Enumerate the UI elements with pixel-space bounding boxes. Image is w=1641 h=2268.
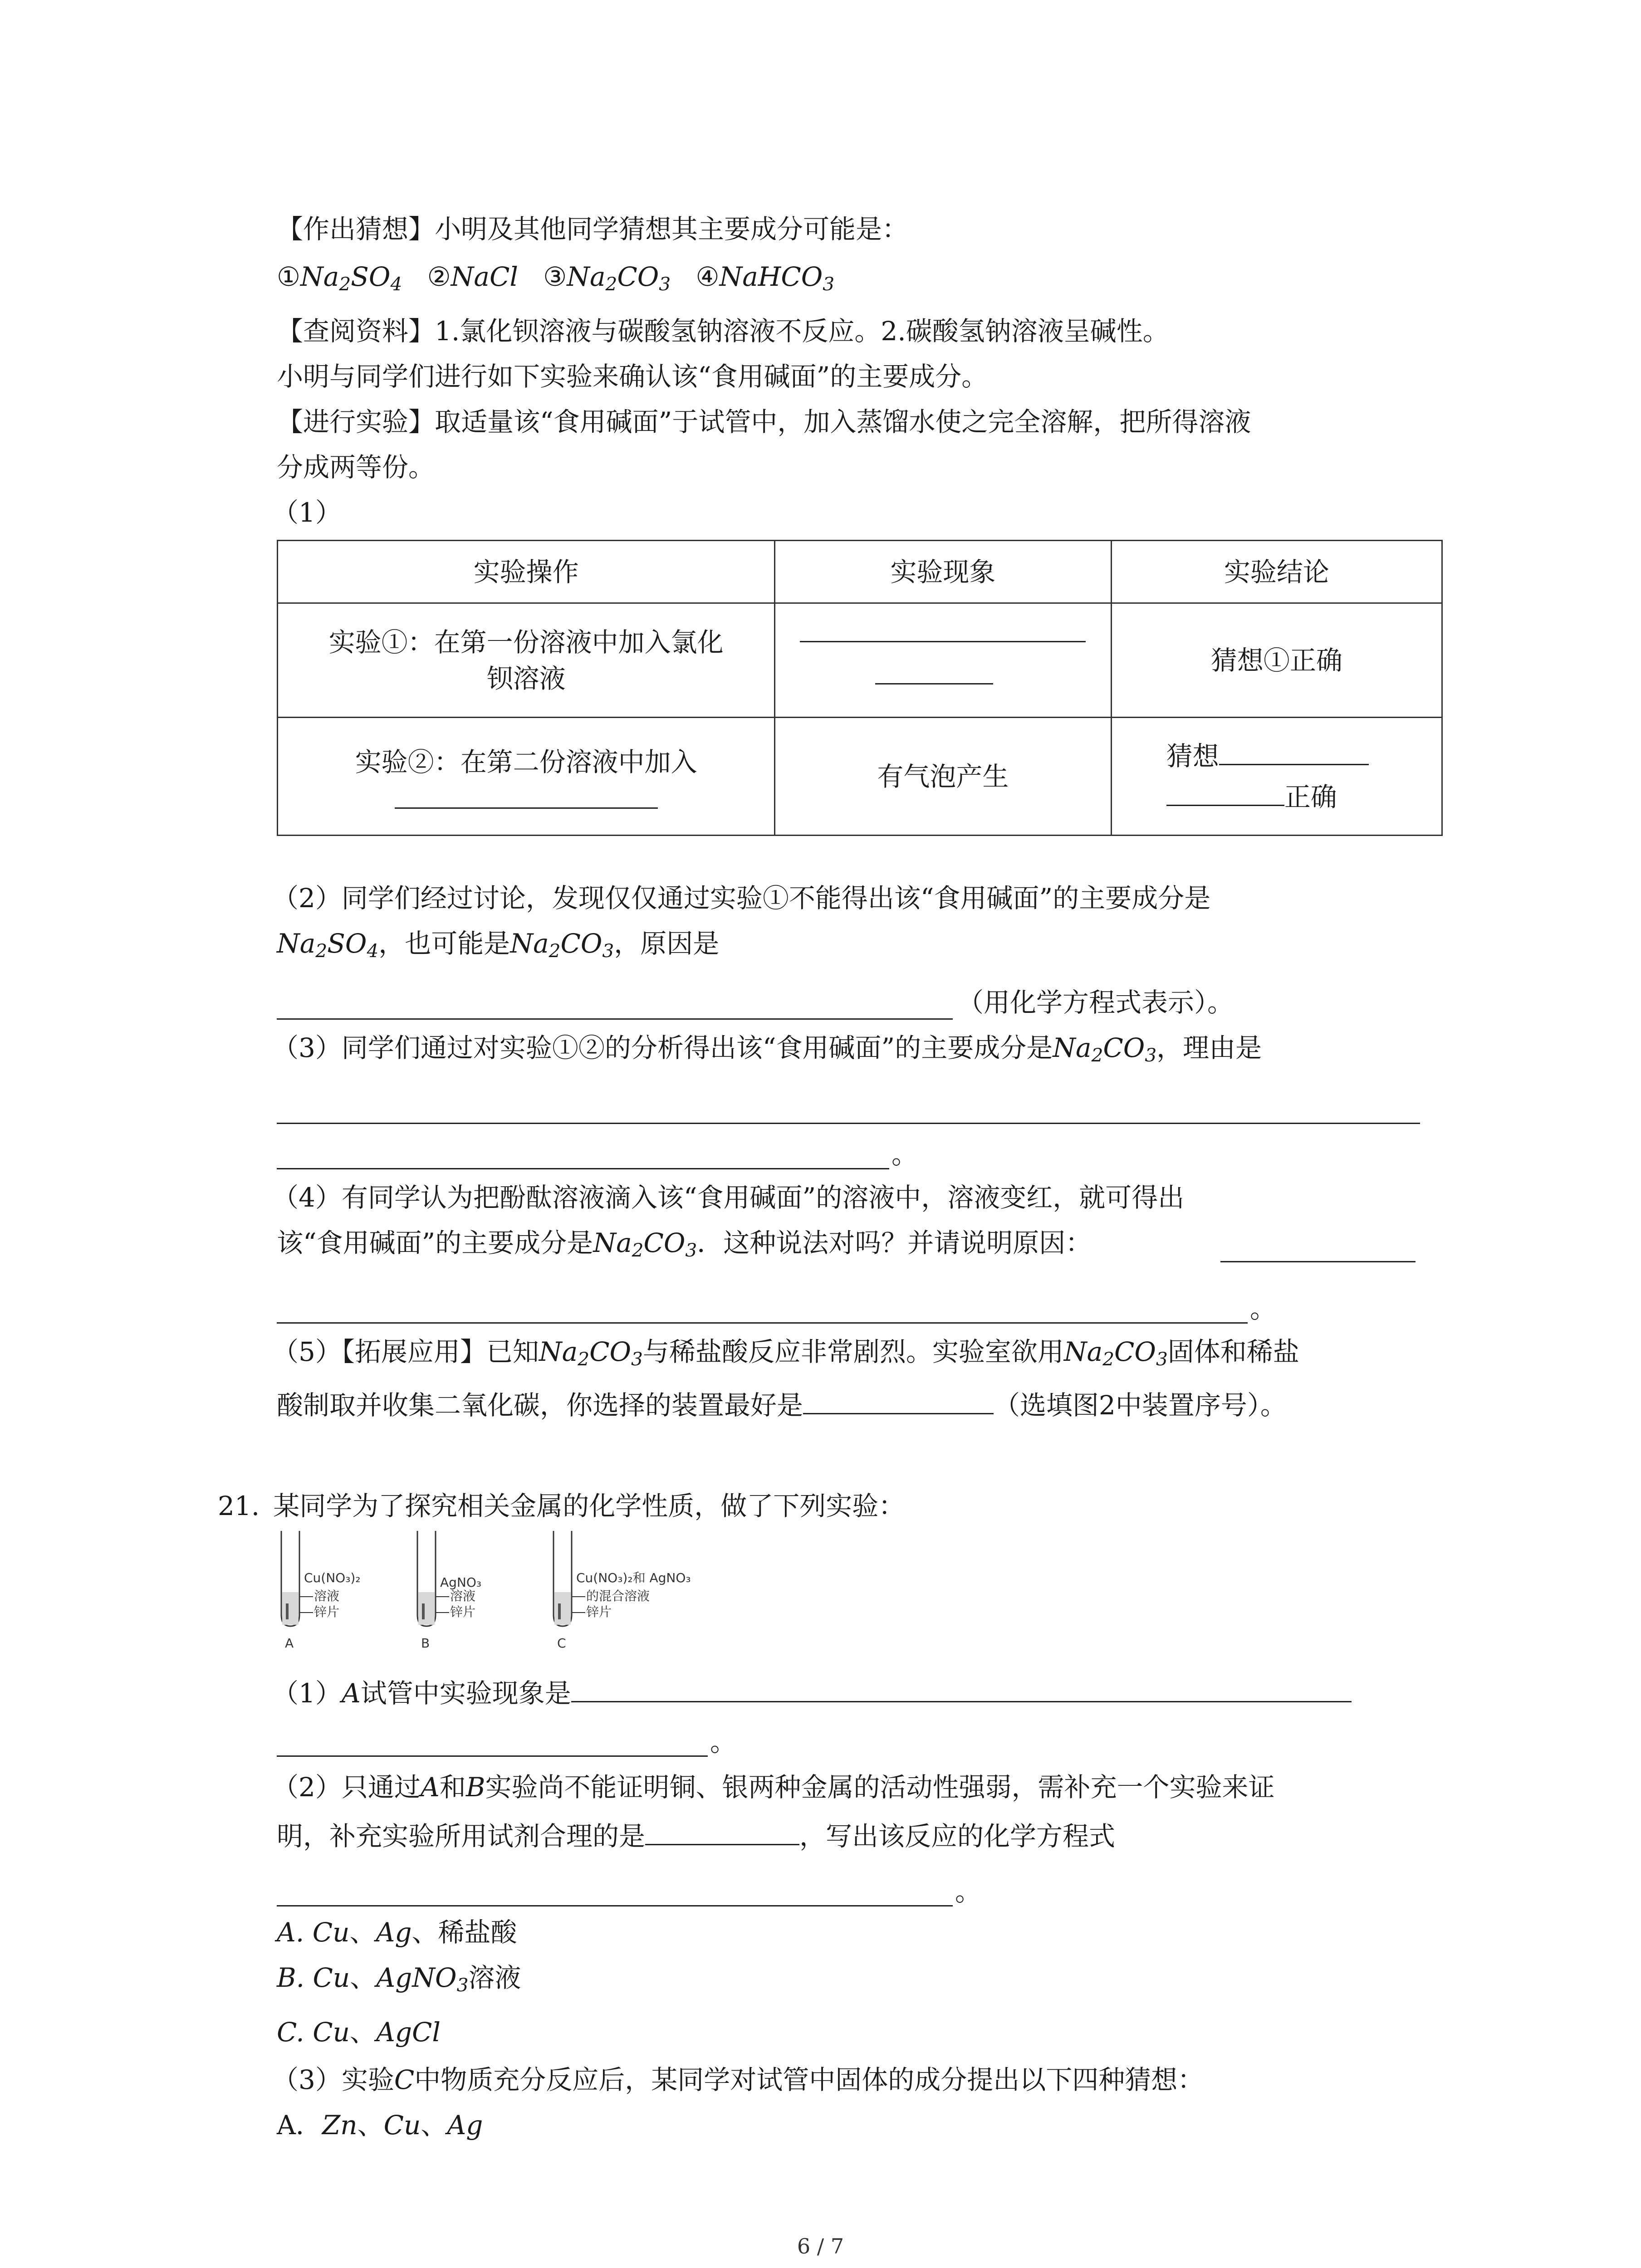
- answer-blank[interactable]: [277, 1905, 953, 1906]
- row2-conclusion-pre: 猜想: [1166, 740, 1219, 772]
- q2-line2: $Na_2SO_4$，也可能是$Na_2CO_3$，原因是: [277, 928, 720, 962]
- tube-b-label1: AgNO₃: [440, 1575, 482, 1590]
- q21-part2-line2: 明，补充实验所用试剂合理的是 ，写出该反应的化学方程式: [277, 1817, 1115, 1854]
- answer-blank[interactable]: [803, 1386, 994, 1414]
- answer-blank[interactable]: [645, 1817, 799, 1845]
- tube-a-letter: A: [285, 1636, 294, 1651]
- q5-line1: （5）【拓展应用】已知$Na_2CO_3$与稀盐酸反应非常剧烈。实验室欲用$Na_2CO_3$固体和稀盐: [272, 1336, 1299, 1370]
- option-marker: ②: [427, 261, 451, 292]
- answer-blank[interactable]: [1220, 1261, 1416, 1262]
- row1-op-line1: 实验①：在第一份溶液中加入氯化: [328, 626, 724, 658]
- table-header-row: [278, 541, 1442, 603]
- table-row: [278, 603, 1442, 718]
- q2-line1: （2）同学们经过讨论，发现仅仅通过实验①不能得出该“食用碱面”的主要成分是: [272, 883, 1211, 914]
- row1-phenomenon: [775, 603, 1112, 718]
- tube-b-letter: B: [421, 1636, 430, 1651]
- q21-part1: （1）A试管中实验现象是: [272, 1674, 1352, 1711]
- q21-part2: （2）只通过A和B实验尚不能证明铜、银两种金属的活动性强弱，需补充一个实验来证: [272, 1772, 1275, 1803]
- option-marker: ④: [696, 261, 720, 292]
- q4-line1: （4）有同学认为把酚酞溶液滴入该“食用碱面”的溶液中，溶液变红，就可得出: [272, 1182, 1185, 1213]
- q2-line3: （用化学方程式表示）。: [957, 987, 1234, 1018]
- guess-a: A．Zn、Cu、Ag: [277, 2110, 483, 2141]
- answer-blank[interactable]: [800, 641, 1086, 642]
- experiment-table: [277, 540, 1443, 836]
- tube-a-label1: Cu(NO₃)₂: [304, 1570, 361, 1585]
- info-heading: 【查阅资料】: [277, 316, 435, 347]
- formula-na2co3: $Na_2CO_3$: [593, 1227, 697, 1261]
- tube-a-label3: 锌片: [314, 1604, 340, 1619]
- q21-part3: （3）实验C中物质充分反应后，某同学对试管中固体的成分提出以下四种猜想：: [272, 2064, 1204, 2095]
- tube-b-label3: 锌片: [450, 1604, 476, 1619]
- q21-part2-end: 。: [955, 1876, 982, 1907]
- option-marker: ③: [543, 261, 567, 292]
- choice-a[interactable]: A. Cu、Ag、稀盐酸: [277, 1917, 517, 1948]
- answer-blank[interactable]: [277, 1168, 889, 1169]
- choice-c[interactable]: C. Cu、AgCl: [277, 2017, 441, 2048]
- experiment-heading: 【进行实验】: [277, 406, 435, 437]
- tube-b-label2: 溶液: [450, 1589, 476, 1603]
- row1-conclusion: 猜想①正确: [1111, 603, 1442, 718]
- formula-na2co3: $Na_2CO_3$: [510, 928, 614, 962]
- info-text: 1.氯化钡溶液与碳酸氢钠溶液不反应。2.碳酸氢钠溶液呈碱性。: [435, 316, 1169, 347]
- tube-c-label1: Cu(NO₃)₂和 AgNO₃: [576, 1570, 691, 1585]
- test-tube-b: [417, 1531, 481, 1651]
- q21-stem: 21. 某同学为了探究相关金属的化学性质，做了下列实验：: [218, 1491, 905, 1521]
- experiment-line2: 分成两等份。: [277, 452, 435, 483]
- formula-nacl: NaCl: [451, 261, 518, 292]
- answer-blank[interactable]: [1166, 782, 1284, 806]
- guess-line: [277, 211, 908, 247]
- formula-na2co3: $Na_2CO_3$: [1053, 1032, 1157, 1066]
- tube-c-label2: 的混合溶液: [586, 1589, 650, 1603]
- info-line2: 小明与同学们进行如下实验来确认该“食用碱面”的主要成分。: [277, 361, 988, 392]
- test-tube-c: [554, 1531, 691, 1651]
- page-number: 6 / 7: [797, 2234, 844, 2258]
- formula-nahco3: NaHCO$_3$: [719, 261, 835, 295]
- part1-label: （1）: [272, 497, 342, 528]
- formula-na2co3: $Na_2CO_3$: [539, 1336, 643, 1370]
- row2-operation: [278, 718, 775, 836]
- header-operation: 实验操作: [278, 541, 775, 603]
- formula-na2co3: $Na_2CO_3$: [567, 261, 671, 295]
- info-line: [277, 313, 1169, 349]
- formula-na2co3: $Na_2CO_3$: [1063, 1336, 1168, 1370]
- guess-heading: 【作出猜想】: [277, 214, 435, 244]
- formula-na2so4: $Na_2SO_4$: [277, 928, 379, 962]
- test-tube-figure: [272, 1529, 744, 1651]
- tube-c-label3: 锌片: [586, 1604, 612, 1619]
- question-number: 21.: [218, 1491, 260, 1521]
- experiment-line: [277, 404, 1251, 440]
- tube-a-label2: 溶液: [314, 1589, 340, 1603]
- guess-text: 小明及其他同学猜想其主要成分可能是：: [435, 214, 909, 244]
- row2-conclusion-post: 正确: [1284, 781, 1337, 812]
- answer-blank[interactable]: [277, 1755, 708, 1757]
- tube-c-letter: C: [557, 1636, 566, 1651]
- row1-operation: [278, 603, 775, 718]
- test-tube-a: [281, 1531, 361, 1651]
- answer-blank[interactable]: [875, 683, 993, 684]
- q4-line2: 该“食用碱面”的主要成分是$Na_2CO_3$．这种说法对吗？并请说明原因：: [277, 1227, 1092, 1261]
- answer-blank[interactable]: [277, 1018, 953, 1020]
- guess-options: [277, 259, 834, 295]
- option-marker: ①: [277, 261, 300, 292]
- formula-na2so4: $Na_2SO_4$: [300, 261, 402, 295]
- answer-blank[interactable]: [277, 1322, 1248, 1324]
- experiment-text: 取适量该“食用碱面”于试管中，加入蒸馏水使之完全溶解，把所得溶液: [435, 406, 1251, 437]
- q21-part1-end: 。: [710, 1726, 737, 1757]
- header-phenomenon: 实验现象: [775, 541, 1112, 603]
- q5-line2: 酸制取并收集二氧化碳，你选择的装置最好是 （选填图2中装置序号）。: [277, 1386, 1287, 1423]
- q4-end: 。: [1250, 1293, 1277, 1324]
- answer-blank[interactable]: [571, 1674, 1352, 1702]
- row2-op-text: 实验②：在第二份溶液中加入: [355, 747, 697, 777]
- q3-end: 。: [892, 1139, 918, 1170]
- answer-blank[interactable]: [395, 807, 658, 809]
- row2-phenomenon: 有气泡产生: [775, 718, 1112, 836]
- row1-op-line2: 钡溶液: [486, 663, 566, 694]
- q3-line1: （3）同学们通过对实验①②的分析得出该“食用碱面”的主要成分是$Na_2CO_3$，理由是: [272, 1032, 1262, 1066]
- table-row: [278, 718, 1442, 836]
- choice-b[interactable]: B. Cu、AgNO$_3$溶液: [277, 1962, 521, 1996]
- answer-blank[interactable]: [277, 1123, 1420, 1124]
- row2-conclusion: [1111, 718, 1442, 836]
- answer-blank[interactable]: [1219, 741, 1369, 765]
- header-conclusion: 实验结论: [1111, 541, 1442, 603]
